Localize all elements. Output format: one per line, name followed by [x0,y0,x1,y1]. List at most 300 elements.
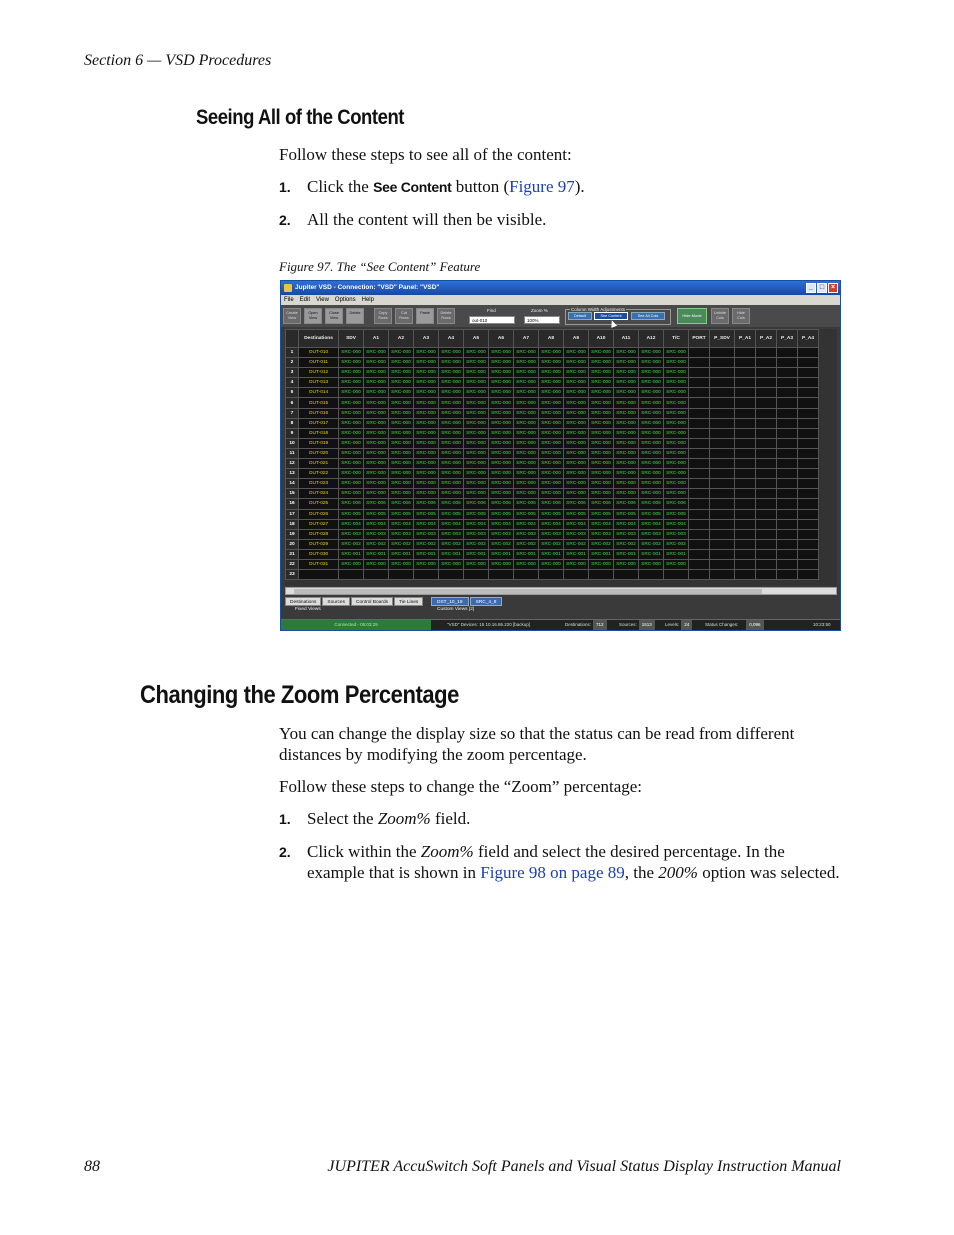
source-cell[interactable] [735,549,756,559]
source-cell[interactable]: SRC-000 [464,448,489,458]
source-cell[interactable] [689,519,710,529]
source-cell[interactable]: SRC-006 [489,499,514,509]
source-cell[interactable] [777,499,798,509]
source-cell[interactable]: SRC-006 [464,499,489,509]
source-cell[interactable]: SRC-000 [464,428,489,438]
source-cell[interactable] [777,348,798,358]
source-cell[interactable] [798,428,819,438]
source-cell[interactable]: SRC-000 [389,428,414,438]
source-cell[interactable]: SRC-000 [489,559,514,569]
source-cell[interactable]: SRC-005 [614,509,639,519]
source-cell[interactable]: SRC-000 [614,448,639,458]
source-cell[interactable]: SRC-000 [614,428,639,438]
tab-dst_10_19[interactable]: DST_10_19 [431,597,469,606]
source-cell[interactable]: SRC-000 [389,559,414,569]
source-cell[interactable]: SRC-000 [489,469,514,479]
source-cell[interactable]: SRC-005 [564,509,589,519]
destination-cell[interactable]: OUT-027 [299,519,339,529]
column-header[interactable]: T/C [664,330,689,348]
source-cell[interactable]: SRC-000 [564,348,589,358]
source-cell[interactable]: SRC-000 [464,388,489,398]
source-cell[interactable]: SRC-000 [614,469,639,479]
create-view-button[interactable]: Create View [283,308,301,324]
source-cell[interactable]: SRC-000 [414,459,439,469]
source-cell[interactable] [756,418,777,428]
source-cell[interactable]: SRC-000 [414,469,439,479]
source-cell[interactable]: SRC-000 [614,388,639,398]
source-cell[interactable]: SRC-000 [664,559,689,569]
source-cell[interactable] [489,570,514,580]
source-cell[interactable]: SRC-000 [389,398,414,408]
source-cell[interactable]: SRC-000 [514,358,539,368]
tab-src_4_8[interactable]: SRC_4_8 [470,597,503,606]
close-view-button[interactable]: Close View [325,308,343,324]
source-cell[interactable] [689,368,710,378]
source-cell[interactable]: SRC-000 [489,388,514,398]
source-cell[interactable]: SRC-000 [439,388,464,398]
source-cell[interactable]: SRC-000 [589,398,614,408]
horizontal-scrollbar[interactable] [285,587,837,595]
source-cell[interactable]: SRC-002 [414,539,439,549]
tab-tie-lines[interactable]: Tie Lines [394,597,423,606]
source-cell[interactable]: SRC-000 [339,358,364,368]
source-cell[interactable]: SRC-000 [339,378,364,388]
column-header[interactable]: PORT [689,330,710,348]
source-cell[interactable] [777,489,798,499]
source-cell[interactable] [710,448,735,458]
source-cell[interactable] [756,348,777,358]
source-cell[interactable]: SRC-000 [489,428,514,438]
destination-cell[interactable]: OUT-018 [299,428,339,438]
source-cell[interactable]: SRC-000 [389,378,414,388]
source-cell[interactable] [798,529,819,539]
source-cell[interactable] [710,529,735,539]
source-cell[interactable]: SRC-000 [539,489,564,499]
source-cell[interactable]: SRC-000 [364,398,389,408]
column-header[interactable]: A7 [514,330,539,348]
source-cell[interactable]: SRC-000 [389,368,414,378]
source-cell[interactable]: SRC-000 [464,469,489,479]
source-cell[interactable]: SRC-002 [539,539,564,549]
source-cell[interactable]: SRC-002 [614,539,639,549]
source-cell[interactable] [798,358,819,368]
table-row[interactable] [286,489,819,499]
source-cell[interactable]: SRC-000 [489,418,514,428]
source-cell[interactable]: SRC-000 [414,368,439,378]
source-cell[interactable]: SRC-000 [589,469,614,479]
source-cell[interactable] [735,358,756,368]
source-cell[interactable]: SRC-000 [664,428,689,438]
source-cell[interactable] [735,529,756,539]
source-cell[interactable]: SRC-000 [414,438,439,448]
source-cell[interactable]: SRC-000 [464,368,489,378]
destination-cell[interactable]: OUT-015 [299,398,339,408]
zoom-field[interactable]: 100% [524,316,560,324]
column-header[interactable]: P_A3 [777,330,798,348]
copy-rows-button[interactable]: Copy Rows [374,308,392,324]
source-cell[interactable]: SRC-000 [364,348,389,358]
source-cell[interactable]: SRC-006 [389,499,414,509]
source-cell[interactable] [710,378,735,388]
source-cell[interactable] [689,549,710,559]
menu-item-options[interactable]: Options [334,297,356,303]
source-cell[interactable]: SRC-000 [539,388,564,398]
source-cell[interactable]: SRC-000 [514,348,539,358]
source-cell[interactable]: SRC-000 [439,479,464,489]
source-cell[interactable] [777,428,798,438]
source-cell[interactable] [777,529,798,539]
source-cell[interactable] [735,559,756,569]
destination-cell[interactable]: OUT-011 [299,358,339,368]
source-cell[interactable] [798,388,819,398]
source-cell[interactable]: SRC-000 [439,428,464,438]
table-row[interactable] [286,570,819,580]
source-cell[interactable] [735,570,756,580]
source-cell[interactable]: SRC-002 [489,539,514,549]
column-header[interactable]: A4 [439,330,464,348]
source-cell[interactable]: SRC-004 [389,519,414,529]
source-cell[interactable]: SRC-000 [639,378,664,388]
source-cell[interactable] [735,459,756,469]
source-cell[interactable]: SRC-000 [589,489,614,499]
source-cell[interactable]: SRC-000 [539,378,564,388]
source-cell[interactable]: SRC-005 [389,509,414,519]
source-cell[interactable] [689,358,710,368]
source-cell[interactable]: SRC-000 [489,398,514,408]
source-cell[interactable]: SRC-000 [514,408,539,418]
source-cell[interactable]: SRC-000 [639,438,664,448]
source-cell[interactable]: SRC-000 [414,388,439,398]
delete-button[interactable]: Delete [346,308,364,324]
source-cell[interactable] [689,509,710,519]
table-row[interactable] [286,519,819,529]
source-cell[interactable]: SRC-000 [364,469,389,479]
source-cell[interactable]: SRC-000 [639,559,664,569]
source-cell[interactable]: SRC-005 [439,509,464,519]
source-cell[interactable]: SRC-002 [564,539,589,549]
source-cell[interactable]: SRC-004 [464,519,489,529]
source-cell[interactable] [710,418,735,428]
source-cell[interactable]: SRC-000 [664,378,689,388]
source-cell[interactable]: SRC-004 [589,519,614,529]
source-cell[interactable] [756,448,777,458]
source-cell[interactable] [756,559,777,569]
source-cell[interactable] [735,378,756,388]
source-cell[interactable]: SRC-004 [614,519,639,529]
source-cell[interactable]: SRC-002 [589,539,614,549]
source-cell[interactable] [710,408,735,418]
source-cell[interactable] [756,459,777,469]
table-row[interactable] [286,358,819,368]
source-cell[interactable]: SRC-000 [664,438,689,448]
source-cell[interactable] [589,570,614,580]
source-cell[interactable]: SRC-000 [664,418,689,428]
source-cell[interactable]: SRC-000 [639,428,664,438]
custom-views-label[interactable]: Custom Views [2] [437,607,475,612]
destination-cell[interactable]: OUT-014 [299,388,339,398]
source-cell[interactable]: SRC-000 [539,448,564,458]
source-cell[interactable]: SRC-000 [539,358,564,368]
source-cell[interactable]: SRC-000 [489,348,514,358]
source-cell[interactable]: SRC-000 [639,358,664,368]
source-cell[interactable] [439,570,464,580]
source-cell[interactable] [777,479,798,489]
source-cell[interactable]: SRC-000 [439,408,464,418]
source-cell[interactable]: SRC-000 [339,368,364,378]
source-cell[interactable]: SRC-000 [339,388,364,398]
source-cell[interactable] [710,469,735,479]
scrollbar-thumb[interactable] [294,589,762,594]
source-cell[interactable] [710,479,735,489]
source-cell[interactable]: SRC-000 [464,479,489,489]
source-cell[interactable]: SRC-000 [614,479,639,489]
source-cell[interactable]: SRC-000 [464,489,489,499]
destination-cell[interactable]: OUT-019 [299,438,339,448]
source-cell[interactable]: SRC-000 [389,358,414,368]
source-cell[interactable] [798,499,819,509]
source-cell[interactable]: SRC-000 [339,418,364,428]
close-icon[interactable]: × [828,283,838,293]
source-cell[interactable]: SRC-005 [464,509,489,519]
table-row[interactable] [286,368,819,378]
source-cell[interactable] [689,459,710,469]
source-cell[interactable]: SRC-000 [539,459,564,469]
source-cell[interactable]: SRC-000 [364,378,389,388]
source-cell[interactable]: SRC-000 [664,398,689,408]
source-cell[interactable] [756,539,777,549]
column-header[interactable]: A1 [364,330,389,348]
source-cell[interactable]: SRC-000 [589,418,614,428]
unhide-cols-button[interactable]: Unhide Cols [711,308,729,324]
source-cell[interactable]: SRC-000 [539,479,564,489]
source-cell[interactable]: SRC-002 [389,539,414,549]
source-cell[interactable] [689,438,710,448]
source-cell[interactable]: SRC-000 [339,428,364,438]
source-cell[interactable] [689,398,710,408]
source-cell[interactable] [777,408,798,418]
source-cell[interactable]: SRC-000 [414,358,439,368]
source-cell[interactable]: SRC-006 [439,499,464,509]
source-cell[interactable]: SRC-000 [639,388,664,398]
hide-cols-button[interactable]: Hide Cols [732,308,750,324]
source-cell[interactable] [710,559,735,569]
table-row[interactable] [286,499,819,509]
table-row[interactable] [286,539,819,549]
source-cell[interactable] [756,408,777,418]
source-cell[interactable]: SRC-000 [614,358,639,368]
source-cell[interactable]: SRC-001 [414,549,439,559]
column-header[interactable]: A9 [564,330,589,348]
source-cell[interactable] [710,459,735,469]
source-cell[interactable] [710,358,735,368]
source-cell[interactable] [735,398,756,408]
source-cell[interactable] [689,448,710,458]
source-cell[interactable]: SRC-000 [589,459,614,469]
source-cell[interactable]: SRC-000 [639,489,664,499]
source-cell[interactable]: SRC-000 [589,559,614,569]
source-cell[interactable]: SRC-000 [639,448,664,458]
source-cell[interactable] [389,570,414,580]
source-cell[interactable]: SRC-000 [464,398,489,408]
source-cell[interactable] [798,408,819,418]
source-cell[interactable] [735,428,756,438]
source-cell[interactable] [777,368,798,378]
source-cell[interactable]: SRC-003 [589,529,614,539]
source-cell[interactable] [777,509,798,519]
source-cell[interactable]: SRC-005 [539,509,564,519]
source-cell[interactable]: SRC-000 [664,469,689,479]
source-cell[interactable]: SRC-000 [339,489,364,499]
delete-rows-button[interactable]: Delete Rows [437,308,455,324]
destination-cell[interactable]: OUT-024 [299,489,339,499]
source-cell[interactable] [710,388,735,398]
source-cell[interactable]: SRC-000 [589,408,614,418]
source-cell[interactable]: SRC-000 [464,459,489,469]
source-cell[interactable]: SRC-000 [389,489,414,499]
column-header[interactable]: A2 [389,330,414,348]
source-cell[interactable] [798,479,819,489]
source-cell[interactable] [689,418,710,428]
source-cell[interactable]: SRC-000 [339,398,364,408]
source-cell[interactable] [710,368,735,378]
source-cell[interactable]: SRC-000 [439,459,464,469]
destination-cell[interactable]: OUT-020 [299,448,339,458]
source-cell[interactable]: SRC-000 [414,448,439,458]
source-cell[interactable] [756,358,777,368]
source-cell[interactable]: SRC-000 [514,479,539,489]
source-cell[interactable] [756,368,777,378]
default-button[interactable]: Default [568,312,592,320]
source-cell[interactable]: SRC-003 [514,529,539,539]
destination-cell[interactable]: OUT-028 [299,529,339,539]
source-cell[interactable]: SRC-004 [489,519,514,529]
source-cell[interactable]: SRC-003 [414,529,439,539]
source-cell[interactable] [735,469,756,479]
source-cell[interactable] [564,570,589,580]
source-cell[interactable]: SRC-003 [539,529,564,539]
source-cell[interactable] [777,398,798,408]
source-cell[interactable]: SRC-004 [664,519,689,529]
source-cell[interactable]: SRC-000 [539,348,564,358]
source-cell[interactable]: SRC-000 [389,388,414,398]
see-all-cols-button[interactable]: See All Cols [631,312,665,320]
source-cell[interactable] [689,479,710,489]
source-cell[interactable] [756,479,777,489]
source-cell[interactable]: SRC-000 [564,378,589,388]
source-cell[interactable] [689,539,710,549]
source-cell[interactable]: SRC-000 [639,398,664,408]
destination-cell[interactable]: OUT-016 [299,408,339,418]
table-row[interactable] [286,469,819,479]
source-cell[interactable] [777,358,798,368]
column-header[interactable]: A11 [614,330,639,348]
destination-cell[interactable]: OUT-013 [299,378,339,388]
source-cell[interactable] [710,549,735,559]
source-cell[interactable]: SRC-000 [439,448,464,458]
source-cell[interactable]: SRC-000 [539,408,564,418]
source-cell[interactable]: SRC-000 [489,479,514,489]
source-cell[interactable] [735,489,756,499]
table-row[interactable] [286,479,819,489]
source-cell[interactable] [735,499,756,509]
source-cell[interactable]: SRC-000 [564,398,589,408]
source-cell[interactable]: SRC-000 [439,358,464,368]
source-cell[interactable] [798,418,819,428]
source-cell[interactable] [777,570,798,580]
column-header[interactable]: P_A1 [735,330,756,348]
source-cell[interactable]: SRC-005 [339,509,364,519]
source-cell[interactable]: SRC-000 [664,448,689,458]
source-cell[interactable] [664,570,689,580]
source-cell[interactable]: SRC-000 [414,398,439,408]
source-cell[interactable]: SRC-000 [614,398,639,408]
source-cell[interactable]: SRC-000 [539,418,564,428]
source-cell[interactable]: SRC-000 [364,428,389,438]
source-cell[interactable]: SRC-000 [639,408,664,418]
source-cell[interactable]: SRC-000 [489,489,514,499]
source-cell[interactable]: SRC-006 [339,499,364,509]
source-cell[interactable]: SRC-000 [614,438,639,448]
table-row[interactable] [286,549,819,559]
source-cell[interactable]: SRC-003 [639,529,664,539]
source-cell[interactable]: SRC-000 [514,448,539,458]
source-cell[interactable]: SRC-000 [589,448,614,458]
source-cell[interactable]: SRC-000 [339,408,364,418]
source-cell[interactable]: SRC-000 [564,408,589,418]
source-cell[interactable]: SRC-000 [339,448,364,458]
maximize-icon[interactable]: □ [817,283,827,293]
source-cell[interactable]: SRC-000 [464,358,489,368]
source-cell[interactable]: SRC-000 [414,418,439,428]
tab-control-boards[interactable]: Control Boards [351,597,393,606]
source-cell[interactable]: SRC-000 [464,438,489,448]
source-cell[interactable] [689,489,710,499]
source-cell[interactable] [798,348,819,358]
source-cell[interactable]: SRC-000 [564,358,589,368]
source-cell[interactable]: SRC-001 [439,549,464,559]
source-cell[interactable]: SRC-001 [539,549,564,559]
see-content-button[interactable]: See Content [594,312,628,320]
source-cell[interactable]: SRC-000 [539,559,564,569]
source-cell[interactable]: SRC-000 [664,408,689,418]
source-cell[interactable] [777,469,798,479]
source-cell[interactable] [710,428,735,438]
source-cell[interactable] [539,570,564,580]
source-cell[interactable]: SRC-005 [589,509,614,519]
source-cell[interactable]: SRC-000 [664,479,689,489]
source-cell[interactable]: SRC-000 [564,479,589,489]
table-row[interactable] [286,448,819,458]
source-cell[interactable]: SRC-000 [489,459,514,469]
source-cell[interactable]: SRC-000 [639,368,664,378]
column-header[interactable]: A5 [464,330,489,348]
source-cell[interactable] [777,559,798,569]
table-row[interactable] [286,509,819,519]
source-cell[interactable] [735,479,756,489]
source-cell[interactable] [364,570,389,580]
table-row[interactable] [286,348,819,358]
source-cell[interactable]: SRC-000 [514,418,539,428]
source-cell[interactable]: SRC-000 [514,398,539,408]
source-cell[interactable]: SRC-000 [614,368,639,378]
source-cell[interactable]: SRC-000 [389,348,414,358]
source-cell[interactable] [777,519,798,529]
source-cell[interactable]: SRC-006 [664,499,689,509]
source-cell[interactable]: SRC-000 [414,348,439,358]
source-cell[interactable]: SRC-004 [364,519,389,529]
source-cell[interactable] [735,348,756,358]
minimize-icon[interactable]: _ [806,283,816,293]
